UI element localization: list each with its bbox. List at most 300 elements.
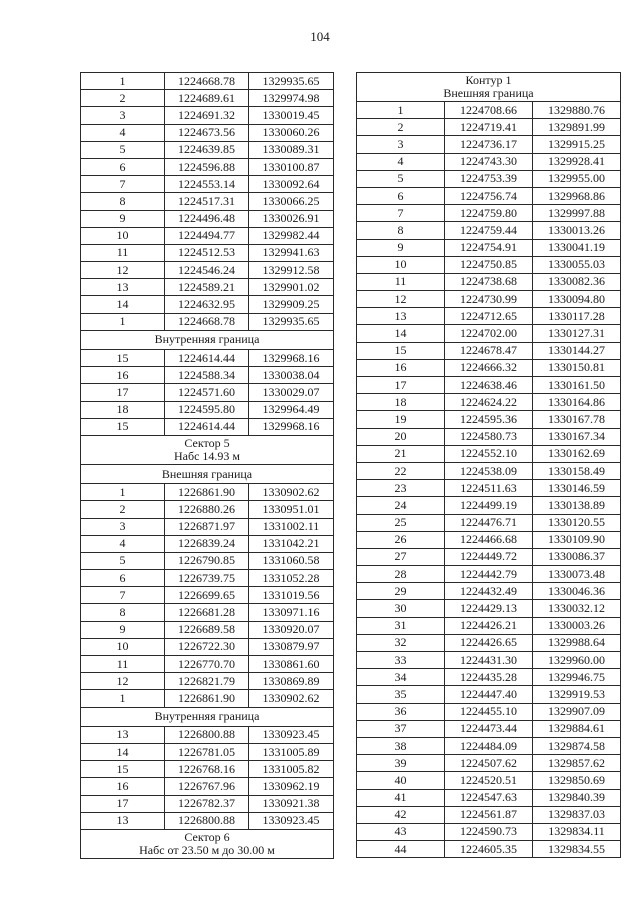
y-coordinate-cell: 1330013.26: [533, 222, 621, 239]
x-coordinate-cell: 1226770.70: [165, 656, 249, 673]
point-number-cell: 32: [357, 634, 445, 651]
point-number-cell: 10: [81, 638, 165, 655]
y-coordinate-cell: 1329837.03: [533, 806, 621, 823]
point-number-cell: 43: [357, 823, 445, 840]
y-coordinate-cell: 1329935.65: [249, 313, 334, 330]
point-number-cell: 15: [357, 342, 445, 359]
point-number-cell: 11: [81, 656, 165, 673]
table-row: [357, 411, 621, 428]
x-coordinate-cell: 1224736.17: [445, 136, 533, 153]
table-row: [357, 239, 621, 256]
point-number-cell: 1: [81, 484, 165, 501]
section-header: [81, 330, 334, 349]
table-row: [357, 755, 621, 772]
y-coordinate-cell: 1330879.97: [249, 638, 334, 655]
y-coordinate-cell: 1330167.78: [533, 411, 621, 428]
table-row: [357, 136, 621, 153]
table-row: [357, 273, 621, 290]
table-row: [81, 384, 334, 401]
table-row: [357, 789, 621, 806]
y-coordinate-cell: 1330120.55: [533, 514, 621, 531]
point-number-cell: 19: [357, 411, 445, 428]
x-coordinate-cell: 1224708.66: [445, 102, 533, 119]
table-row: [357, 102, 621, 119]
point-number-cell: 13: [81, 726, 165, 743]
table-row: [357, 291, 621, 308]
table-row: [357, 359, 621, 376]
x-coordinate-cell: 1226768.16: [165, 761, 249, 778]
x-coordinate-cell: 1226689.58: [165, 621, 249, 638]
x-coordinate-cell: 1224753.39: [445, 170, 533, 187]
y-coordinate-cell: 1330117.28: [533, 308, 621, 325]
point-number-cell: 10: [81, 227, 165, 244]
table-row: [81, 227, 334, 244]
table-row: [81, 690, 334, 707]
x-coordinate-cell: 1224484.09: [445, 737, 533, 754]
x-coordinate-cell: 1224455.10: [445, 703, 533, 720]
x-coordinate-cell: 1224552.10: [445, 445, 533, 462]
x-coordinate-cell: 1224431.30: [445, 652, 533, 669]
section-header-row: [81, 464, 334, 483]
y-coordinate-cell: 1330038.04: [249, 367, 334, 384]
x-coordinate-cell: 1224639.85: [165, 141, 249, 158]
y-coordinate-cell: 1330971.16: [249, 604, 334, 621]
y-coordinate-cell: 1330026.91: [249, 210, 334, 227]
table-row: [357, 497, 621, 514]
point-number-cell: 5: [81, 141, 165, 158]
y-coordinate-cell: 1330109.90: [533, 531, 621, 548]
point-number-cell: 30: [357, 600, 445, 617]
y-coordinate-cell: 1330951.01: [249, 501, 334, 518]
table-row: [81, 518, 334, 535]
table-row: [81, 350, 334, 367]
x-coordinate-cell: 1226699.65: [165, 587, 249, 604]
y-coordinate-cell: 1329968.86: [533, 187, 621, 204]
y-coordinate-cell: 1329988.64: [533, 634, 621, 651]
x-coordinate-cell: 1226681.28: [165, 604, 249, 621]
point-number-cell: 8: [81, 604, 165, 621]
y-coordinate-cell: 1329974.98: [249, 90, 334, 107]
point-number-cell: 12: [81, 673, 165, 690]
table-row: [81, 535, 334, 552]
x-coordinate-cell: 1226782.37: [165, 795, 249, 812]
x-coordinate-cell: 1226722.30: [165, 638, 249, 655]
coordinates-table-left: [80, 72, 334, 859]
section-header: [81, 707, 334, 726]
y-coordinate-cell: 1329919.53: [533, 686, 621, 703]
table-row: [357, 600, 621, 617]
point-number-cell: 15: [81, 350, 165, 367]
point-number-cell: 13: [81, 812, 165, 829]
table-row: [357, 462, 621, 479]
y-coordinate-cell: 1329857.62: [533, 755, 621, 772]
point-number-cell: 13: [357, 308, 445, 325]
point-number-cell: 2: [81, 501, 165, 518]
x-coordinate-cell: 1224596.88: [165, 158, 249, 175]
x-coordinate-cell: 1224589.21: [165, 279, 249, 296]
y-coordinate-cell: 1330041.19: [533, 239, 621, 256]
y-coordinate-cell: 1330902.62: [249, 484, 334, 501]
y-coordinate-cell: 1330150.81: [533, 359, 621, 376]
x-coordinate-cell: 1224750.85: [445, 256, 533, 273]
table-row: [357, 583, 621, 600]
point-number-cell: 15: [81, 761, 165, 778]
y-coordinate-cell: 1330082.36: [533, 273, 621, 290]
point-number-cell: 21: [357, 445, 445, 462]
point-number-cell: 31: [357, 617, 445, 634]
point-number-cell: 8: [357, 222, 445, 239]
point-number-cell: 20: [357, 428, 445, 445]
table-row: [81, 313, 334, 330]
y-coordinate-cell: 1330146.59: [533, 480, 621, 497]
y-coordinate-cell: 1330869.89: [249, 673, 334, 690]
y-coordinate-cell: 1330066.25: [249, 193, 334, 210]
point-number-cell: 4: [357, 153, 445, 170]
x-coordinate-cell: 1226880.26: [165, 501, 249, 518]
table-row: [357, 119, 621, 136]
x-coordinate-cell: 1226871.97: [165, 518, 249, 535]
x-coordinate-cell: 1224712.65: [445, 308, 533, 325]
table-row: [357, 428, 621, 445]
x-coordinate-cell: 1224673.56: [165, 124, 249, 141]
y-coordinate-cell: 1329935.65: [249, 73, 334, 90]
y-coordinate-cell: 1330164.86: [533, 394, 621, 411]
table-row: [81, 795, 334, 812]
y-coordinate-cell: 1330086.37: [533, 548, 621, 565]
y-coordinate-cell: 1331060.58: [249, 552, 334, 569]
x-coordinate-cell: 1224435.28: [445, 669, 533, 686]
x-coordinate-cell: 1226790.85: [165, 552, 249, 569]
point-number-cell: 8: [81, 193, 165, 210]
table-row: [81, 107, 334, 124]
x-coordinate-cell: 1224590.73: [445, 823, 533, 840]
point-number-cell: 41: [357, 789, 445, 806]
section-header-line: Сектор 5: [184, 435, 230, 450]
y-coordinate-cell: 1329968.16: [249, 350, 334, 367]
table-row: [81, 401, 334, 418]
table-row: [81, 673, 334, 690]
point-number-cell: 14: [357, 325, 445, 342]
table-row: [357, 652, 621, 669]
point-number-cell: 18: [357, 394, 445, 411]
point-number-cell: 2: [357, 119, 445, 136]
table-row: [81, 176, 334, 193]
y-coordinate-cell: 1329928.41: [533, 153, 621, 170]
point-number-cell: 9: [81, 621, 165, 638]
x-coordinate-cell: 1226821.79: [165, 673, 249, 690]
point-number-cell: 24: [357, 497, 445, 514]
table-row: [357, 205, 621, 222]
table-row: [357, 187, 621, 204]
section-header-row: [81, 707, 334, 726]
table-row: [81, 141, 334, 158]
table-row: [81, 552, 334, 569]
x-coordinate-cell: 1224691.32: [165, 107, 249, 124]
y-coordinate-cell: 1330032.12: [533, 600, 621, 617]
y-coordinate-cell: 1330046.36: [533, 583, 621, 600]
table-row: [357, 772, 621, 789]
y-coordinate-cell: 1330920.07: [249, 621, 334, 638]
point-number-cell: 26: [357, 531, 445, 548]
table-row: [81, 484, 334, 501]
table-row: [81, 90, 334, 107]
y-coordinate-cell: 1330029.07: [249, 384, 334, 401]
x-coordinate-cell: 1226781.05: [165, 743, 249, 760]
section-header: [81, 464, 334, 483]
table-row: [357, 308, 621, 325]
x-coordinate-cell: 1224605.35: [445, 841, 533, 858]
table-row: [357, 669, 621, 686]
x-coordinate-cell: 1226739.75: [165, 570, 249, 587]
point-number-cell: 17: [81, 384, 165, 401]
point-number-cell: 1: [81, 313, 165, 330]
point-number-cell: 3: [81, 518, 165, 535]
point-number-cell: 25: [357, 514, 445, 531]
y-coordinate-cell: 1329884.61: [533, 720, 621, 737]
x-coordinate-cell: 1224507.62: [445, 755, 533, 772]
table-row: [81, 124, 334, 141]
point-number-cell: 7: [357, 205, 445, 222]
section-header-line: Сектор 6: [184, 829, 230, 844]
y-coordinate-cell: 1331002.11: [249, 518, 334, 535]
point-number-cell: 7: [81, 587, 165, 604]
section-header: [357, 73, 621, 102]
y-coordinate-cell: 1330138.89: [533, 497, 621, 514]
table-row: [357, 634, 621, 651]
table-row: [357, 548, 621, 565]
y-coordinate-cell: 1330055.03: [533, 256, 621, 273]
y-coordinate-cell: 1329964.49: [249, 401, 334, 418]
table-row: [81, 743, 334, 760]
y-coordinate-cell: 1329834.11: [533, 823, 621, 840]
point-number-cell: 16: [81, 367, 165, 384]
x-coordinate-cell: 1226861.90: [165, 690, 249, 707]
y-coordinate-cell: 1330144.27: [533, 342, 621, 359]
point-number-cell: 11: [81, 244, 165, 261]
point-number-cell: 39: [357, 755, 445, 772]
page-number: 104: [310, 29, 330, 44]
y-coordinate-cell: 1329941.63: [249, 244, 334, 261]
table-row: [81, 501, 334, 518]
x-coordinate-cell: 1226839.24: [165, 535, 249, 552]
x-coordinate-cell: 1226800.88: [165, 726, 249, 743]
y-coordinate-cell: 1330127.31: [533, 325, 621, 342]
y-coordinate-cell: 1330003.26: [533, 617, 621, 634]
y-coordinate-cell: 1330073.48: [533, 566, 621, 583]
x-coordinate-cell: 1224538.09: [445, 462, 533, 479]
table-row: [357, 480, 621, 497]
x-coordinate-cell: 1224702.00: [445, 325, 533, 342]
y-coordinate-cell: 1329850.69: [533, 772, 621, 789]
y-coordinate-cell: 1330060.26: [249, 124, 334, 141]
point-number-cell: 17: [357, 377, 445, 394]
y-coordinate-cell: 1329960.00: [533, 652, 621, 669]
x-coordinate-cell: 1224517.31: [165, 193, 249, 210]
section-header-row: [81, 330, 334, 349]
x-coordinate-cell: 1224632.95: [165, 296, 249, 313]
point-number-cell: 6: [357, 187, 445, 204]
table-row: [81, 638, 334, 655]
y-coordinate-cell: 1329909.25: [249, 296, 334, 313]
x-coordinate-cell: 1224476.71: [445, 514, 533, 531]
y-coordinate-cell: 1330094.80: [533, 291, 621, 308]
point-number-cell: 35: [357, 686, 445, 703]
table-row: [81, 158, 334, 175]
point-number-cell: 42: [357, 806, 445, 823]
point-number-cell: 27: [357, 548, 445, 565]
point-number-cell: 3: [81, 107, 165, 124]
table-row: [357, 153, 621, 170]
x-coordinate-cell: 1224547.63: [445, 789, 533, 806]
point-number-cell: 12: [81, 262, 165, 279]
table-row: [357, 222, 621, 239]
point-number-cell: 10: [357, 256, 445, 273]
point-number-cell: 1: [81, 690, 165, 707]
y-coordinate-cell: 1329840.39: [533, 789, 621, 806]
x-coordinate-cell: 1224432.49: [445, 583, 533, 600]
point-number-cell: 11: [357, 273, 445, 290]
point-number-cell: 7: [81, 176, 165, 193]
table-row: [357, 686, 621, 703]
x-coordinate-cell: 1224588.34: [165, 367, 249, 384]
table-row: [81, 367, 334, 384]
point-number-cell: 9: [81, 210, 165, 227]
x-coordinate-cell: 1224614.44: [165, 350, 249, 367]
y-coordinate-cell: 1331052.28: [249, 570, 334, 587]
y-coordinate-cell: 1329874.58: [533, 737, 621, 754]
section-header: [81, 829, 334, 858]
point-number-cell: 28: [357, 566, 445, 583]
point-number-cell: 12: [357, 291, 445, 308]
point-number-cell: 14: [81, 743, 165, 760]
y-coordinate-cell: 1331005.89: [249, 743, 334, 760]
x-coordinate-cell: 1224520.51: [445, 772, 533, 789]
section-header-line: Набс 14.93 м: [173, 448, 241, 463]
x-coordinate-cell: 1224595.36: [445, 411, 533, 428]
point-number-cell: 13: [81, 279, 165, 296]
section-header-line: Внешняя граница: [443, 86, 534, 100]
x-coordinate-cell: 1224499.19: [445, 497, 533, 514]
point-number-cell: 29: [357, 583, 445, 600]
point-number-cell: 34: [357, 669, 445, 686]
point-number-cell: 14: [81, 296, 165, 313]
point-number-cell: 6: [81, 570, 165, 587]
point-number-cell: 16: [81, 778, 165, 795]
y-coordinate-cell: 1331042.21: [249, 535, 334, 552]
point-number-cell: 33: [357, 652, 445, 669]
table-row: [357, 841, 621, 858]
x-coordinate-cell: 1224429.13: [445, 600, 533, 617]
x-coordinate-cell: 1224754.91: [445, 239, 533, 256]
y-coordinate-cell: 1330167.34: [533, 428, 621, 445]
point-number-cell: 18: [81, 401, 165, 418]
x-coordinate-cell: 1224614.44: [165, 418, 249, 435]
table-row: [81, 761, 334, 778]
table-row: [81, 296, 334, 313]
table-row: [81, 604, 334, 621]
table-row: [357, 737, 621, 754]
x-coordinate-cell: 1226861.90: [165, 484, 249, 501]
x-coordinate-cell: 1224426.21: [445, 617, 533, 634]
x-coordinate-cell: 1224595.80: [165, 401, 249, 418]
y-coordinate-cell: 1330921.38: [249, 795, 334, 812]
table-row: [81, 621, 334, 638]
section-header-row: [81, 829, 334, 858]
x-coordinate-cell: 1224624.22: [445, 394, 533, 411]
y-coordinate-cell: 1330861.60: [249, 656, 334, 673]
y-coordinate-cell: 1329955.00: [533, 170, 621, 187]
table-row: [81, 587, 334, 604]
table-row: [357, 703, 621, 720]
table-row: [357, 823, 621, 840]
y-coordinate-cell: 1330923.45: [249, 812, 334, 829]
x-coordinate-cell: 1226767.96: [165, 778, 249, 795]
point-number-cell: 15: [81, 418, 165, 435]
y-coordinate-cell: 1330158.49: [533, 462, 621, 479]
table-row: [357, 531, 621, 548]
point-number-cell: 44: [357, 841, 445, 858]
point-number-cell: 1: [357, 102, 445, 119]
point-number-cell: 1: [81, 73, 165, 90]
table-row: [81, 210, 334, 227]
y-coordinate-cell: 1329907.09: [533, 703, 621, 720]
y-coordinate-cell: 1329997.88: [533, 205, 621, 222]
x-coordinate-cell: 1224678.47: [445, 342, 533, 359]
point-number-cell: 17: [81, 795, 165, 812]
point-number-cell: 36: [357, 703, 445, 720]
y-coordinate-cell: 1330100.87: [249, 158, 334, 175]
y-coordinate-cell: 1329834.55: [533, 841, 621, 858]
x-coordinate-cell: 1224743.30: [445, 153, 533, 170]
table-row: [81, 570, 334, 587]
table-row: [81, 279, 334, 296]
point-number-cell: 4: [81, 124, 165, 141]
table-row: [81, 262, 334, 279]
point-number-cell: 4: [81, 535, 165, 552]
x-coordinate-cell: 1224759.44: [445, 222, 533, 239]
x-coordinate-cell: 1224689.61: [165, 90, 249, 107]
y-coordinate-cell: 1330162.69: [533, 445, 621, 462]
point-number-cell: 5: [357, 170, 445, 187]
table-row: [81, 656, 334, 673]
table-row: [81, 193, 334, 210]
y-coordinate-cell: 1330923.45: [249, 726, 334, 743]
point-number-cell: 22: [357, 462, 445, 479]
section-header-line: Внутренняя граница: [154, 709, 260, 724]
table-row: [357, 617, 621, 634]
x-coordinate-cell: 1224553.14: [165, 176, 249, 193]
x-coordinate-cell: 1224473.44: [445, 720, 533, 737]
table-row: [357, 377, 621, 394]
x-coordinate-cell: 1224442.79: [445, 566, 533, 583]
y-coordinate-cell: 1329901.02: [249, 279, 334, 296]
table-row: [357, 445, 621, 462]
x-coordinate-cell: 1224719.41: [445, 119, 533, 136]
y-coordinate-cell: 1330902.62: [249, 690, 334, 707]
coordinates-table-right: [356, 72, 621, 858]
section-header-row: [81, 435, 334, 464]
x-coordinate-cell: 1224426.65: [445, 634, 533, 651]
section-header: [81, 435, 334, 464]
table-row: [357, 170, 621, 187]
point-number-cell: 6: [81, 158, 165, 175]
table-row: [81, 778, 334, 795]
x-coordinate-cell: 1224571.60: [165, 384, 249, 401]
point-number-cell: 5: [81, 552, 165, 569]
y-coordinate-cell: 1329915.25: [533, 136, 621, 153]
section-header-line: Набс от 23.50 м до 30.00 м: [139, 842, 275, 857]
x-coordinate-cell: 1224666.32: [445, 359, 533, 376]
